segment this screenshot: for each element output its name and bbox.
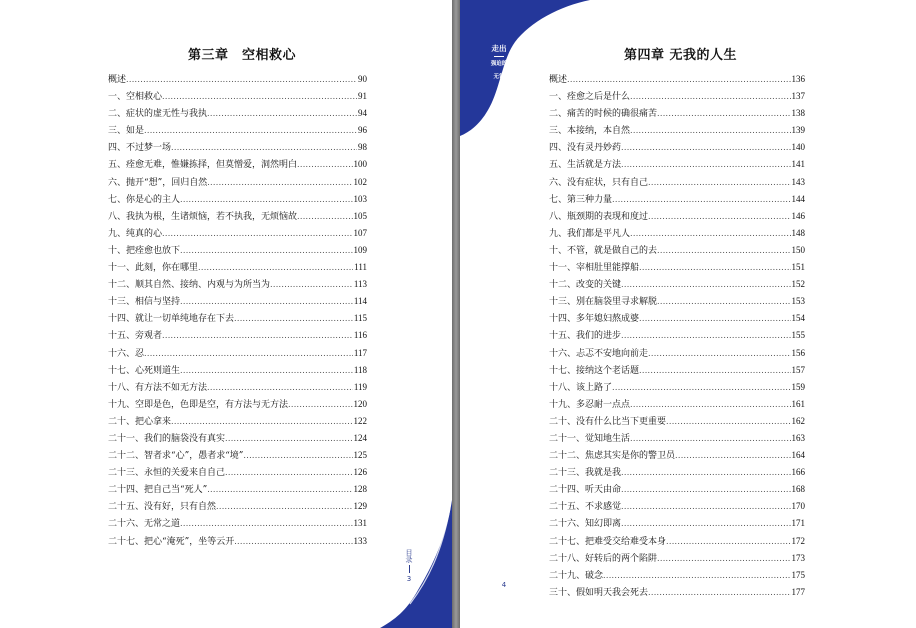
toc-entry-title: 一、痊愈之后是什么 bbox=[549, 92, 631, 103]
toc-entry-page: 113 bbox=[353, 279, 367, 290]
toc-dot-leader bbox=[621, 498, 790, 515]
toc-entry[interactable] bbox=[549, 225, 805, 242]
toc-entry-page: 133 bbox=[353, 535, 367, 546]
toc-dot-leader bbox=[207, 174, 352, 191]
toc-entry-page: 120 bbox=[353, 398, 367, 409]
toc-entry-page: 90 bbox=[358, 74, 367, 84]
toc-entry[interactable] bbox=[549, 327, 805, 344]
toc-entry[interactable] bbox=[549, 550, 805, 567]
toc-dot-leader bbox=[207, 379, 353, 396]
toc-entry-title: 三、如是 bbox=[108, 126, 145, 137]
toc-entry[interactable] bbox=[549, 105, 805, 122]
toc-entry[interactable] bbox=[549, 345, 805, 362]
toc-entry-page: 156 bbox=[791, 347, 805, 358]
toc-entry-title: 二十九、破念 bbox=[549, 570, 604, 581]
toc-entry[interactable] bbox=[549, 413, 805, 430]
toc-entry-title: 十七、接纳这个老话题 bbox=[549, 365, 640, 376]
toc-dot-leader bbox=[612, 191, 790, 208]
series-side-label: 走出 强迫的 无常 bbox=[490, 44, 508, 80]
toc-entry-page: 177 bbox=[791, 586, 805, 597]
toc-entry-title: 八、我执为根，生诸烦恼，若不执我，无烦恼故 bbox=[108, 211, 298, 222]
toc-entry[interactable] bbox=[108, 413, 367, 430]
toc-entry-title: 二十、没有什么比当下更重要 bbox=[549, 416, 667, 427]
footer-divider bbox=[409, 565, 410, 573]
toc-entry-title: 十四、多年媳妇熬成婆 bbox=[549, 314, 640, 325]
toc-entry[interactable] bbox=[549, 293, 805, 310]
toc-dot-leader bbox=[666, 533, 790, 550]
toc-dot-leader bbox=[162, 88, 357, 105]
toc-entry-page: 126 bbox=[353, 467, 367, 478]
toc-entry-page: 129 bbox=[353, 501, 367, 512]
toc-dot-leader bbox=[234, 310, 353, 327]
toc-entry-page: 157 bbox=[791, 364, 805, 375]
toc-entry-page: 138 bbox=[791, 108, 805, 119]
toc-entry[interactable] bbox=[108, 208, 367, 225]
footer-section-label: 目录 3 bbox=[401, 549, 417, 583]
toc-entry-title: 二十八、好转后的两个陷阱 bbox=[549, 553, 658, 564]
toc-entry-page: 152 bbox=[791, 279, 805, 290]
toc-entry-title: 二十一、我们的脑袋没有真实 bbox=[108, 433, 226, 444]
toc-entry[interactable] bbox=[108, 464, 367, 481]
toc-entry[interactable] bbox=[549, 481, 805, 498]
toc-entry-page: 161 bbox=[791, 398, 805, 409]
toc-dot-leader bbox=[126, 71, 357, 88]
toc-entry[interactable] bbox=[549, 464, 805, 481]
toc-entry[interactable] bbox=[549, 430, 805, 447]
toc-entry-title: 十五、旁观者 bbox=[108, 331, 163, 342]
toc-entry[interactable] bbox=[549, 191, 805, 208]
toc-entry-title: 二十四、听天由命 bbox=[549, 485, 622, 496]
chapter-title: 第四章 无我的人生 bbox=[624, 48, 738, 63]
toc-entry[interactable] bbox=[549, 396, 805, 413]
toc-entry-title: 十一、此刻，你在哪里 bbox=[108, 263, 199, 274]
toc-entry-title: 二十二、智者求“心”，愚者求“境” bbox=[108, 451, 244, 462]
toc-entry-page: 103 bbox=[353, 193, 367, 204]
toc-entry-title: 三、本接纳，本自然 bbox=[549, 126, 631, 137]
toc-entry[interactable] bbox=[108, 88, 367, 105]
toc-entry[interactable] bbox=[549, 362, 805, 379]
toc-entry-page: 100 bbox=[353, 159, 367, 170]
toc-entry-title: 十三、相信与坚持 bbox=[108, 297, 181, 308]
toc-entry-title: 二十五、没有好，只有自然 bbox=[108, 502, 217, 513]
toc-entry-title: 三十、假如明天我会死去 bbox=[549, 587, 649, 598]
toc-entry-page: 116 bbox=[353, 330, 367, 341]
toc-entry-title: 十、把痊愈也放下 bbox=[108, 245, 181, 256]
toc-entry-page: 111 bbox=[354, 262, 367, 273]
toc-entry[interactable] bbox=[108, 481, 367, 498]
toc-entry-title: 十、不管，就是做自己的去 bbox=[549, 245, 658, 256]
toc-dot-leader bbox=[180, 242, 352, 259]
toc-entry-page: 119 bbox=[353, 381, 367, 392]
toc-entry-title: 二十七、把心“淹死”，坐等云开 bbox=[108, 536, 235, 547]
toc-entry-page: 143 bbox=[791, 176, 805, 187]
toc-dot-leader bbox=[648, 208, 790, 225]
toc-entry[interactable] bbox=[549, 259, 805, 276]
toc-entry-page: 105 bbox=[353, 210, 367, 221]
toc-entry-title: 十三、别在脑袋里寻求解脱 bbox=[549, 297, 658, 308]
toc-dot-leader bbox=[657, 293, 790, 310]
toc-entry-page: 94 bbox=[358, 108, 367, 119]
toc-entry[interactable] bbox=[108, 71, 367, 88]
toc-entry[interactable] bbox=[549, 276, 805, 293]
toc-dot-leader bbox=[675, 447, 790, 464]
toc-entry-title: 九、纯真的心 bbox=[108, 228, 163, 239]
toc-entry-page: 172 bbox=[791, 535, 805, 546]
toc-entry[interactable] bbox=[549, 242, 805, 259]
toc-entry-title: 二、痛苦的时候的确很痛苦 bbox=[549, 109, 658, 120]
toc-entry[interactable] bbox=[549, 174, 805, 191]
toc-entry-title: 十二、改变的关键 bbox=[549, 280, 622, 291]
toc-entry-page: 170 bbox=[791, 501, 805, 512]
toc-entry[interactable] bbox=[549, 71, 805, 88]
toc-entry-title: 十二、顺其自然、接纳、内观与为所当为 bbox=[108, 280, 271, 291]
toc-entry-title: 二十六、无常之道 bbox=[108, 519, 181, 530]
toc-entry-page: 154 bbox=[791, 313, 805, 324]
toc-entry-title: 五、生活就是方法 bbox=[549, 160, 622, 171]
toc-entry-title: 二十五、不求感觉 bbox=[549, 502, 622, 513]
toc-dot-leader bbox=[180, 293, 353, 310]
toc-entry[interactable] bbox=[108, 515, 367, 532]
toc-entry-page: 139 bbox=[791, 125, 805, 136]
toc-entry[interactable] bbox=[108, 310, 367, 327]
toc-entry[interactable] bbox=[108, 379, 367, 396]
toc-dot-leader bbox=[621, 464, 790, 481]
toc-entry[interactable] bbox=[108, 293, 367, 310]
toc-dot-leader bbox=[648, 345, 790, 362]
toc-entry-page: 122 bbox=[353, 415, 367, 426]
toc-entry-page: 148 bbox=[791, 227, 805, 238]
toc-entry-page: 131 bbox=[353, 518, 367, 529]
toc-entry-title: 十八、有方法不如无方法 bbox=[108, 382, 208, 393]
toc-entry-page: 162 bbox=[791, 415, 805, 426]
toc-entry-page: 118 bbox=[353, 364, 367, 375]
toc-dot-leader bbox=[144, 345, 353, 362]
toc-entry-title: 十六、忐忑不安地向前走 bbox=[549, 348, 649, 359]
toc-entry-page: 96 bbox=[358, 125, 367, 136]
toc-entry[interactable] bbox=[549, 515, 805, 532]
toc-dot-leader bbox=[297, 156, 352, 173]
toc-entry[interactable] bbox=[549, 533, 805, 550]
toc-entry-title: 四、没有灵丹妙药 bbox=[549, 143, 622, 154]
left-page bbox=[0, 0, 452, 628]
toc-entry[interactable] bbox=[108, 139, 367, 156]
toc-entry[interactable] bbox=[108, 533, 367, 550]
toc-dot-leader bbox=[621, 276, 790, 293]
toc-entry[interactable] bbox=[108, 327, 367, 344]
toc-entry-title: 十六、忍 bbox=[108, 348, 145, 359]
toc-dot-leader bbox=[234, 533, 352, 550]
toc-dot-leader bbox=[207, 481, 352, 498]
toc-dot-leader bbox=[621, 481, 790, 498]
toc-entry-title: 二、症状的虚无性与我执 bbox=[108, 109, 208, 120]
toc-entry[interactable] bbox=[549, 156, 805, 173]
toc-entry-page: 124 bbox=[353, 432, 367, 443]
page-number: 3 bbox=[406, 575, 412, 583]
table-of-contents-right bbox=[549, 71, 805, 601]
toc-dot-leader bbox=[648, 174, 790, 191]
toc-dot-leader bbox=[639, 259, 790, 276]
toc-entry-title: 二十六、知幻即离 bbox=[549, 519, 622, 530]
toc-dot-leader bbox=[225, 430, 352, 447]
toc-dot-leader bbox=[603, 567, 790, 584]
toc-dot-leader bbox=[225, 464, 352, 481]
toc-entry-title: 十八、该上路了 bbox=[549, 382, 613, 393]
toc-dot-leader bbox=[621, 327, 790, 344]
toc-entry-page: 166 bbox=[791, 467, 805, 478]
book-gutter bbox=[452, 0, 460, 628]
toc-entry-page: 140 bbox=[791, 142, 805, 153]
toc-entry-page: 137 bbox=[791, 91, 805, 102]
toc-entry[interactable] bbox=[108, 122, 367, 139]
toc-dot-leader bbox=[612, 379, 790, 396]
toc-entry-title: 二十二、焦虑其实是你的警卫员 bbox=[549, 451, 676, 462]
toc-dot-leader bbox=[171, 413, 352, 430]
toc-dot-leader bbox=[567, 71, 790, 88]
toc-entry[interactable] bbox=[108, 447, 367, 464]
toc-entry-title: 五、痊愈无难，惟嫌拣择，但莫憎爱，洞然明白 bbox=[108, 160, 298, 171]
toc-entry-title: 一、空相救心 bbox=[108, 92, 163, 103]
toc-entry-page: 155 bbox=[791, 330, 805, 341]
toc-dot-leader bbox=[162, 225, 352, 242]
toc-entry[interactable] bbox=[549, 567, 805, 584]
toc-entry[interactable] bbox=[108, 396, 367, 413]
toc-dot-leader bbox=[180, 362, 353, 379]
toc-entry-page: 136 bbox=[791, 74, 805, 84]
toc-entry-page: 159 bbox=[791, 381, 805, 392]
toc-entry-title: 四、不过梦一场 bbox=[108, 143, 172, 154]
toc-entry[interactable] bbox=[108, 259, 367, 276]
toc-entry-page: 163 bbox=[791, 432, 805, 443]
toc-entry-title: 六、没有症状，只有自己 bbox=[549, 177, 649, 188]
toc-entry-page: 150 bbox=[791, 244, 805, 255]
toc-entry-page: 173 bbox=[791, 552, 805, 563]
toc-entry-page: 153 bbox=[791, 296, 805, 307]
toc-entry[interactable] bbox=[549, 447, 805, 464]
toc-entry-page: 141 bbox=[791, 159, 805, 170]
toc-dot-leader bbox=[180, 191, 352, 208]
toc-entry-title: 二十七、把难受交给难受本身 bbox=[549, 536, 667, 547]
toc-dot-leader bbox=[288, 396, 352, 413]
toc-entry[interactable] bbox=[549, 498, 805, 515]
toc-entry-page: 151 bbox=[791, 262, 805, 273]
toc-entry-title: 二十一、觉知地生活 bbox=[549, 433, 631, 444]
toc-entry[interactable] bbox=[108, 345, 367, 362]
toc-dot-leader bbox=[243, 447, 352, 464]
toc-dot-leader bbox=[657, 242, 790, 259]
toc-entry-page: 115 bbox=[353, 313, 367, 324]
toc-entry-title: 十五、我们的进步 bbox=[549, 331, 622, 342]
toc-entry[interactable] bbox=[108, 430, 367, 447]
toc-dot-leader bbox=[630, 122, 790, 139]
toc-entry-title: 十九、多忍耐一点点 bbox=[549, 399, 631, 410]
toc-dot-leader bbox=[162, 327, 353, 344]
toc-entry-page: 146 bbox=[791, 210, 805, 221]
toc-entry[interactable] bbox=[108, 105, 367, 122]
toc-entry-title: 概述 bbox=[108, 75, 127, 85]
toc-dot-leader bbox=[630, 396, 790, 413]
toc-dot-leader bbox=[666, 413, 790, 430]
toc-entry-title: 二十三、永恒的关爱来自自己 bbox=[108, 468, 226, 479]
toc-dot-leader bbox=[648, 584, 790, 601]
side-label-divider bbox=[494, 56, 504, 57]
toc-entry-title: 十九、空即是色，色即是空，有方法与无方法 bbox=[108, 399, 289, 410]
toc-dot-leader bbox=[216, 498, 352, 515]
toc-entry[interactable] bbox=[108, 498, 367, 515]
toc-entry-title: 十四、就让一切单纯地存在下去 bbox=[108, 314, 235, 325]
toc-entry-page: 168 bbox=[791, 484, 805, 495]
toc-dot-leader bbox=[657, 105, 790, 122]
toc-entry-title: 二十、把心拿来 bbox=[108, 416, 172, 427]
toc-dot-leader bbox=[657, 550, 790, 567]
toc-entry-page: 125 bbox=[353, 450, 367, 461]
toc-entry-title: 六、抛开“想”，回归自然 bbox=[108, 177, 208, 188]
toc-dot-leader bbox=[297, 208, 352, 225]
toc-entry-title: 十一、宰相肚里能撑船 bbox=[549, 263, 640, 274]
toc-dot-leader bbox=[630, 88, 790, 105]
toc-dot-leader bbox=[171, 139, 357, 156]
toc-entry-page: 114 bbox=[353, 296, 367, 307]
toc-entry-title: 八、瓶颈期的表现和度过 bbox=[549, 211, 649, 222]
toc-dot-leader bbox=[630, 430, 790, 447]
toc-entry[interactable] bbox=[549, 584, 805, 601]
toc-entry-page: 107 bbox=[353, 227, 367, 238]
toc-dot-leader bbox=[207, 105, 357, 122]
toc-entry-page: 128 bbox=[353, 484, 367, 495]
table-of-contents-left bbox=[108, 71, 367, 550]
toc-entry[interactable] bbox=[549, 139, 805, 156]
toc-entry-title: 七、你是心的主人 bbox=[108, 194, 181, 205]
toc-entry-page: 117 bbox=[353, 347, 367, 358]
toc-dot-leader bbox=[621, 139, 790, 156]
toc-entry-title: 二十三、我就是我 bbox=[549, 468, 622, 479]
toc-dot-leader bbox=[621, 515, 790, 532]
toc-entry-page: 98 bbox=[358, 142, 367, 153]
toc-entry[interactable] bbox=[549, 379, 805, 396]
toc-dot-leader bbox=[180, 515, 352, 532]
right-page bbox=[460, 0, 916, 628]
toc-entry[interactable] bbox=[108, 225, 367, 242]
toc-dot-leader bbox=[621, 156, 790, 173]
toc-entry-title: 七、第三种力量 bbox=[549, 194, 613, 205]
toc-dot-leader bbox=[639, 310, 790, 327]
toc-dot-leader bbox=[144, 122, 357, 139]
toc-entry[interactable] bbox=[549, 122, 805, 139]
toc-entry-page: 91 bbox=[358, 91, 367, 102]
toc-entry-page: 175 bbox=[791, 569, 805, 580]
toc-entry[interactable] bbox=[108, 191, 367, 208]
toc-dot-leader bbox=[630, 225, 790, 242]
toc-entry-page: 144 bbox=[791, 193, 805, 204]
toc-entry-page: 164 bbox=[791, 450, 805, 461]
toc-entry-page: 109 bbox=[353, 244, 367, 255]
toc-entry[interactable] bbox=[108, 174, 367, 191]
toc-dot-leader bbox=[198, 259, 353, 276]
toc-entry[interactable] bbox=[108, 362, 367, 379]
toc-entry-title: 二十四、把自己当“死人” bbox=[108, 485, 208, 496]
chapter-title: 第三章 空相救心 bbox=[188, 48, 297, 63]
toc-entry[interactable] bbox=[108, 276, 367, 293]
toc-entry[interactable] bbox=[108, 242, 367, 259]
toc-entry-page: 171 bbox=[791, 518, 805, 529]
page-number: 4 bbox=[501, 581, 507, 589]
toc-entry[interactable] bbox=[549, 88, 805, 105]
toc-entry-title: 九、我们都是平凡人 bbox=[549, 228, 631, 239]
toc-dot-leader bbox=[270, 276, 353, 293]
toc-entry-title: 概述 bbox=[549, 75, 568, 85]
toc-entry-page: 102 bbox=[353, 176, 367, 187]
toc-entry[interactable] bbox=[549, 310, 805, 327]
toc-entry-title: 十七、心死则道生 bbox=[108, 365, 181, 376]
toc-entry[interactable] bbox=[549, 208, 805, 225]
toc-dot-leader bbox=[639, 362, 790, 379]
toc-entry[interactable] bbox=[108, 156, 367, 173]
